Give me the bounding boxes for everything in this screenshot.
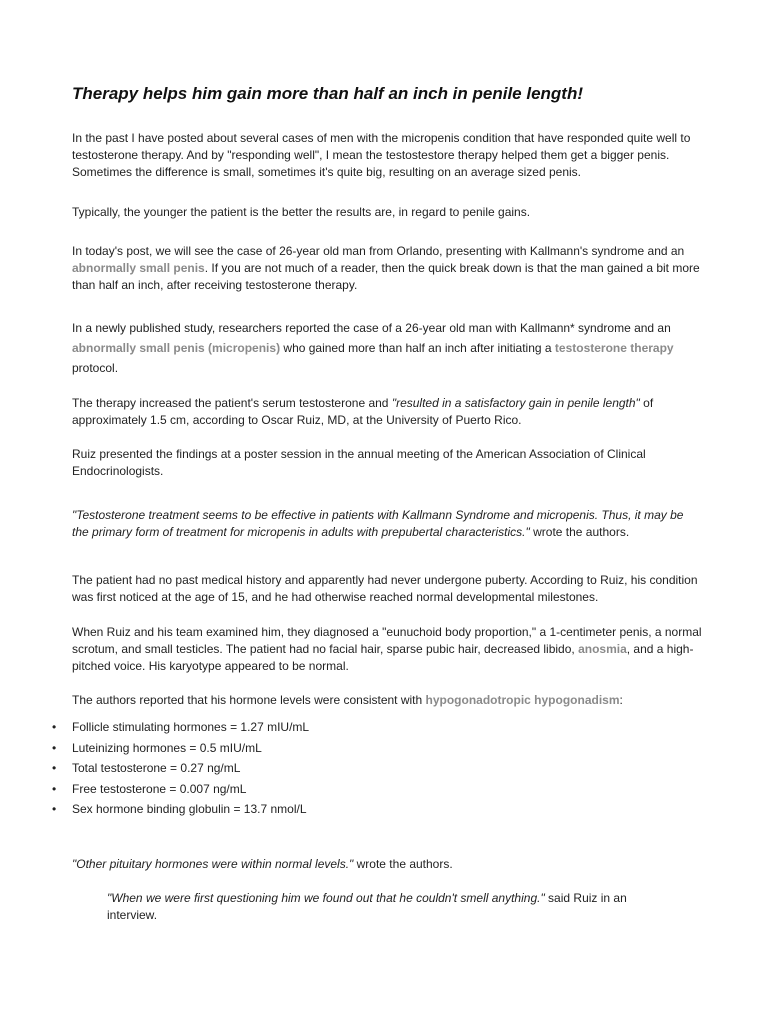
bullet-icon: • [52,740,57,755]
link-micropenis[interactable]: abnormally small penis (micropenis) [72,341,281,355]
paragraph-typically: Typically, the younger the patient is the better the results are, in regard to penile gains. [72,205,531,219]
paragraph-interview: "When we were first questioning him we found out that he couldn't smell anything." said Ruiz in an interview. [107,891,627,922]
paragraph-study: In a newly published study, researchers reported the case of a 26-year old man with Kallmann* syndrome and an abnormally small penis (micropenis) who gained more than half an inch after initiating a testosterone therapy protocol. [72,321,674,375]
bullet-icon: • [52,720,57,734]
quote-satisfactory-gain: "resulted in a satisfactory gain in penile length" [391,396,640,410]
list-item: • Luteinizing hormones = 0.5 mIU/mL [52,740,262,755]
hormone-list [52,719,309,822]
link-testosterone-therapy[interactable]: testosterone therapy [554,341,674,355]
quote-testosterone-treatment: "Testosterone treatment seems to be effective in patients with Kallmann Syndrome and micropenis. Thus, it may be the primary form of treatment for micropenis in adults with prepubertal characteristics." [72,508,684,539]
link-anosmia[interactable]: anosmia [578,642,627,656]
paragraph-poster-session: Ruiz presented the findings at a poster session in the annual meeting of the American Association of Clinical Endocrinologists. [72,447,646,478]
quote-couldnt-smell: "When we were first questioning him we found out that he couldn't smell anything." [107,891,545,905]
link-hypogonadotropic-hypogonadism[interactable]: hypogonadotropic hypogonadism [425,693,620,707]
paragraph-todays-post: In today's post, we will see the case of 26-year old man from Orlando, presenting with Kallmann's syndrome and an abnormally small penis. If you are not much of a reader, then the quick break down is that the man gained a bit more than half an inch, after receiving testosterone therapy. [72,244,700,292]
paragraph-examination: When Ruiz and his team examined him, they diagnosed a "eunuchoid body proportion," a 1-centimeter penis, a normal scrotum, and small testicles. The patient had no facial hair, sparse pubic hair, decreased libido, anosmia, and a high-pitched voice. His karyotype appeared to be normal. [72,625,702,673]
paragraph-intro: In the past I have posted about several cases of men with the micropenis condition that have responded quite well to testosterone therapy. And by "responding well", I mean the testostestore therapy helped them get a bigger penis. Sometimes the difference is small, sometimes it's quite big, resulting on an average sized penis. [72,131,691,179]
article-title: Therapy helps him gain more than half an inch in penile length! [72,84,584,103]
bullet-icon: • [52,781,57,796]
bullet-icon: • [52,802,57,816]
list-item: • Sex hormone binding globulin = 13.7 nmol/L [52,802,307,816]
list-item: • Free testosterone = 0.007 ng/mL [52,781,247,796]
paragraph-hormone-levels: The authors reported that his hormone levels were consistent with hypogonadotropic hypogonadism: [72,693,623,707]
bullet-icon: • [52,761,57,775]
paragraph-pituitary: "Other pituitary hormones were within normal levels." wrote the authors. [72,857,453,871]
paragraph-therapy-result: The therapy increased the patient's serum testosterone and "resulted in a satisfactory gain in penile length" of approximately 1.5 cm, according to Oscar Ruiz, MD, at the University of Puerto Rico. [72,396,654,427]
link-abnormally-small-penis[interactable]: abnormally small penis [72,261,205,275]
quote-other-pituitary: "Other pituitary hormones were within normal levels." [72,857,354,871]
list-item: • Total testosterone = 0.27 ng/mL [52,761,241,775]
list-item: • Follicle stimulating hormones = 1.27 mIU/mL [52,720,310,734]
paragraph-medical-history: The patient had no past medical history and apparently had never undergone puberty. According to Ruiz, his condition was first noticed at the age of 15, and he had otherwise reached normal developmental milestones. [72,573,698,604]
paragraph-authors-quote: "Testosterone treatment seems to be effective in patients with Kallmann Syndrome and micropenis. Thus, it may be the primary form of treatment for micropenis in adults with prepubertal characteristics." wrote the authors. [72,508,684,539]
